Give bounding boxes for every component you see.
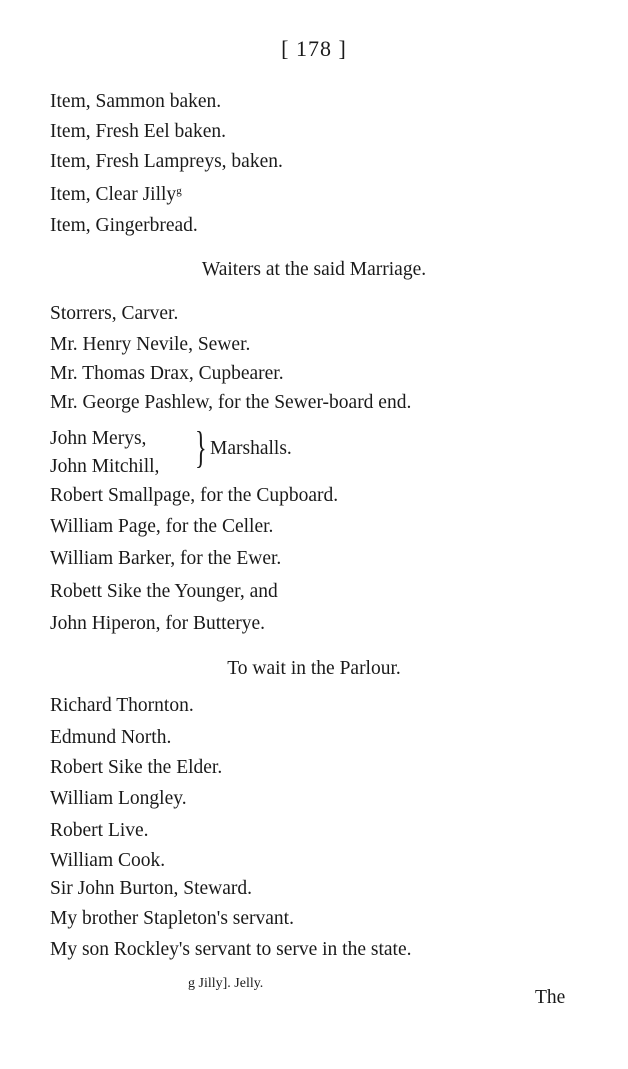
footnote-mark: g [176, 185, 182, 197]
waiter-line: Robett Sike the Younger, and [50, 581, 278, 602]
parlour-line: Robert Live. [50, 820, 149, 841]
item-line-jilly [50, 183, 182, 207]
parlour-line: Sir John Burton, Steward. [50, 878, 253, 899]
waiters-heading: Waiters at the said Marriage. [201, 259, 427, 280]
catchword: The [535, 987, 566, 1008]
item-line: Item, Fresh Lampreys, baken. [50, 151, 283, 172]
curly-brace: } [195, 423, 207, 472]
parlour-heading: To wait in the Parlour. [227, 658, 401, 679]
parlour-line: Richard Thornton. [50, 695, 194, 716]
item-line: Item, Gingerbread. [50, 215, 198, 236]
waiter-line: William Page, for the Celler. [50, 516, 274, 537]
marshall-name: John Mitchill, [50, 456, 160, 477]
parlour-line: William Longley. [50, 788, 187, 809]
parlour-line: William Cook. [50, 850, 166, 871]
footnote: g Jilly]. Jelly. [188, 976, 264, 991]
parlour-line: Robert Sike the Elder. [50, 757, 223, 778]
parlour-line: Edmund North. [50, 727, 172, 748]
parlour-line: My son Rockley's servant to serve in the state. [50, 939, 412, 960]
waiter-line: Robert Smallpage, for the Cupboard. [50, 485, 339, 506]
waiter-line: John Hiperon, for Butterye. [50, 613, 265, 634]
marshall-name: John Merys, [50, 428, 147, 449]
waiter-line: Mr. Thomas Drax, Cupbearer. [50, 363, 284, 384]
waiter-line: Mr. Henry Nevile, Sewer. [50, 334, 251, 355]
parlour-line: My brother Stapleton's servant. [50, 908, 294, 929]
marshalls-label: Marshalls. [210, 438, 292, 459]
item-line: Item, Sammon baken. [50, 91, 222, 112]
waiter-line: Mr. George Pashlew, for the Sewer-board end. [50, 392, 412, 413]
waiter-line: Storrers, Carver. [50, 303, 179, 324]
waiter-line: William Barker, for the Ewer. [50, 548, 282, 569]
page-number: [ 178 ] [281, 36, 347, 61]
item-line: Item, Clear Jilly [50, 184, 177, 205]
item-line: Item, Fresh Eel baken. [50, 121, 226, 142]
